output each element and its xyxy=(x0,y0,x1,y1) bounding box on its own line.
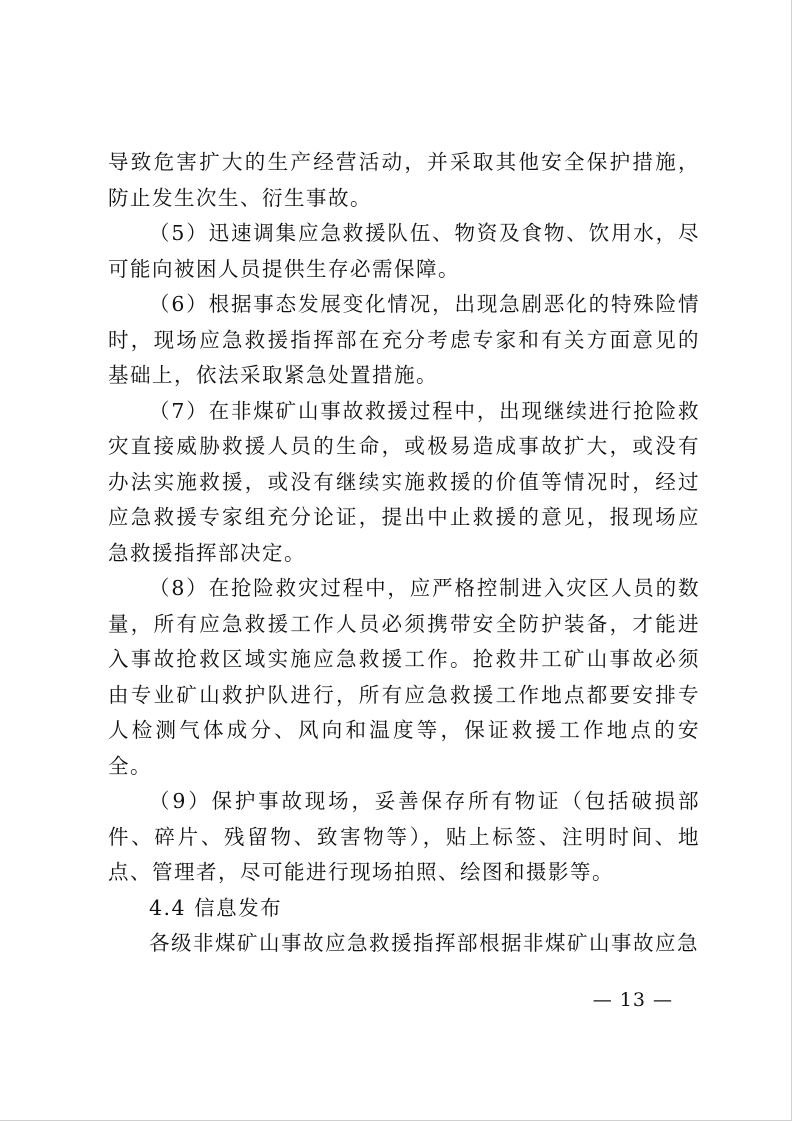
page-number: — 13 — xyxy=(592,989,673,1011)
paragraph-info-release: 各级非煤矿山事故应急救援指挥部根据非煤矿山事故应急 xyxy=(149,931,699,955)
document-body xyxy=(108,145,700,962)
paragraph-item-6: （6）根据事态发展变化情况，出现急剧恶化的特殊险情时，现场应急救援指挥部在充分考虑专家和有关方面意见的基础上，依法采取紧急处置措施。 xyxy=(108,292,700,387)
paragraph-item-5: （5）迅速调集应急救援队伍、物资及食物、饮用水，尽可能向被困人员提供生存必需保障。 xyxy=(108,221,700,281)
paragraph-item-7: （7）在非煤矿山事故救援过程中，出现继续进行抢险救灾直接威胁救援人员的生命，或极易造成事故扩大，或没有办法实施救援，或没有继续实施救援的价值等情况时，经过应急救援专家组充分论证，提出中止救援的意见，报现场应急救援指挥部决定。 xyxy=(108,398,700,565)
paragraph-item-8: （8）在抢险救灾过程中，应严格控制进入灾区人员的数量，所有应急救援工作人员必须携带安全防护装备，才能进入事故抢救区域实施应急救援工作。抢救井工矿山事故必须由专业矿山救护队进行，所有应急救援工作地点都要安排专人检测气体成分、风向和温度等，保证救援工作地点的安全。 xyxy=(108,576,700,778)
section-heading: 4.4 信息发布 xyxy=(149,895,283,920)
paragraph-item-9: （9）保护事故现场，妥善保存所有物证（包括破损部件、碎片、残留物、致害物等），贴上标签、注明时间、地点、管理者，尽可能进行现场拍照、绘图和摄影等。 xyxy=(108,789,700,884)
paragraph-continuation: 导致危害扩大的生产经营活动，并采取其他安全保护措施，防止发生次生、衍生事故。 xyxy=(108,150,700,210)
